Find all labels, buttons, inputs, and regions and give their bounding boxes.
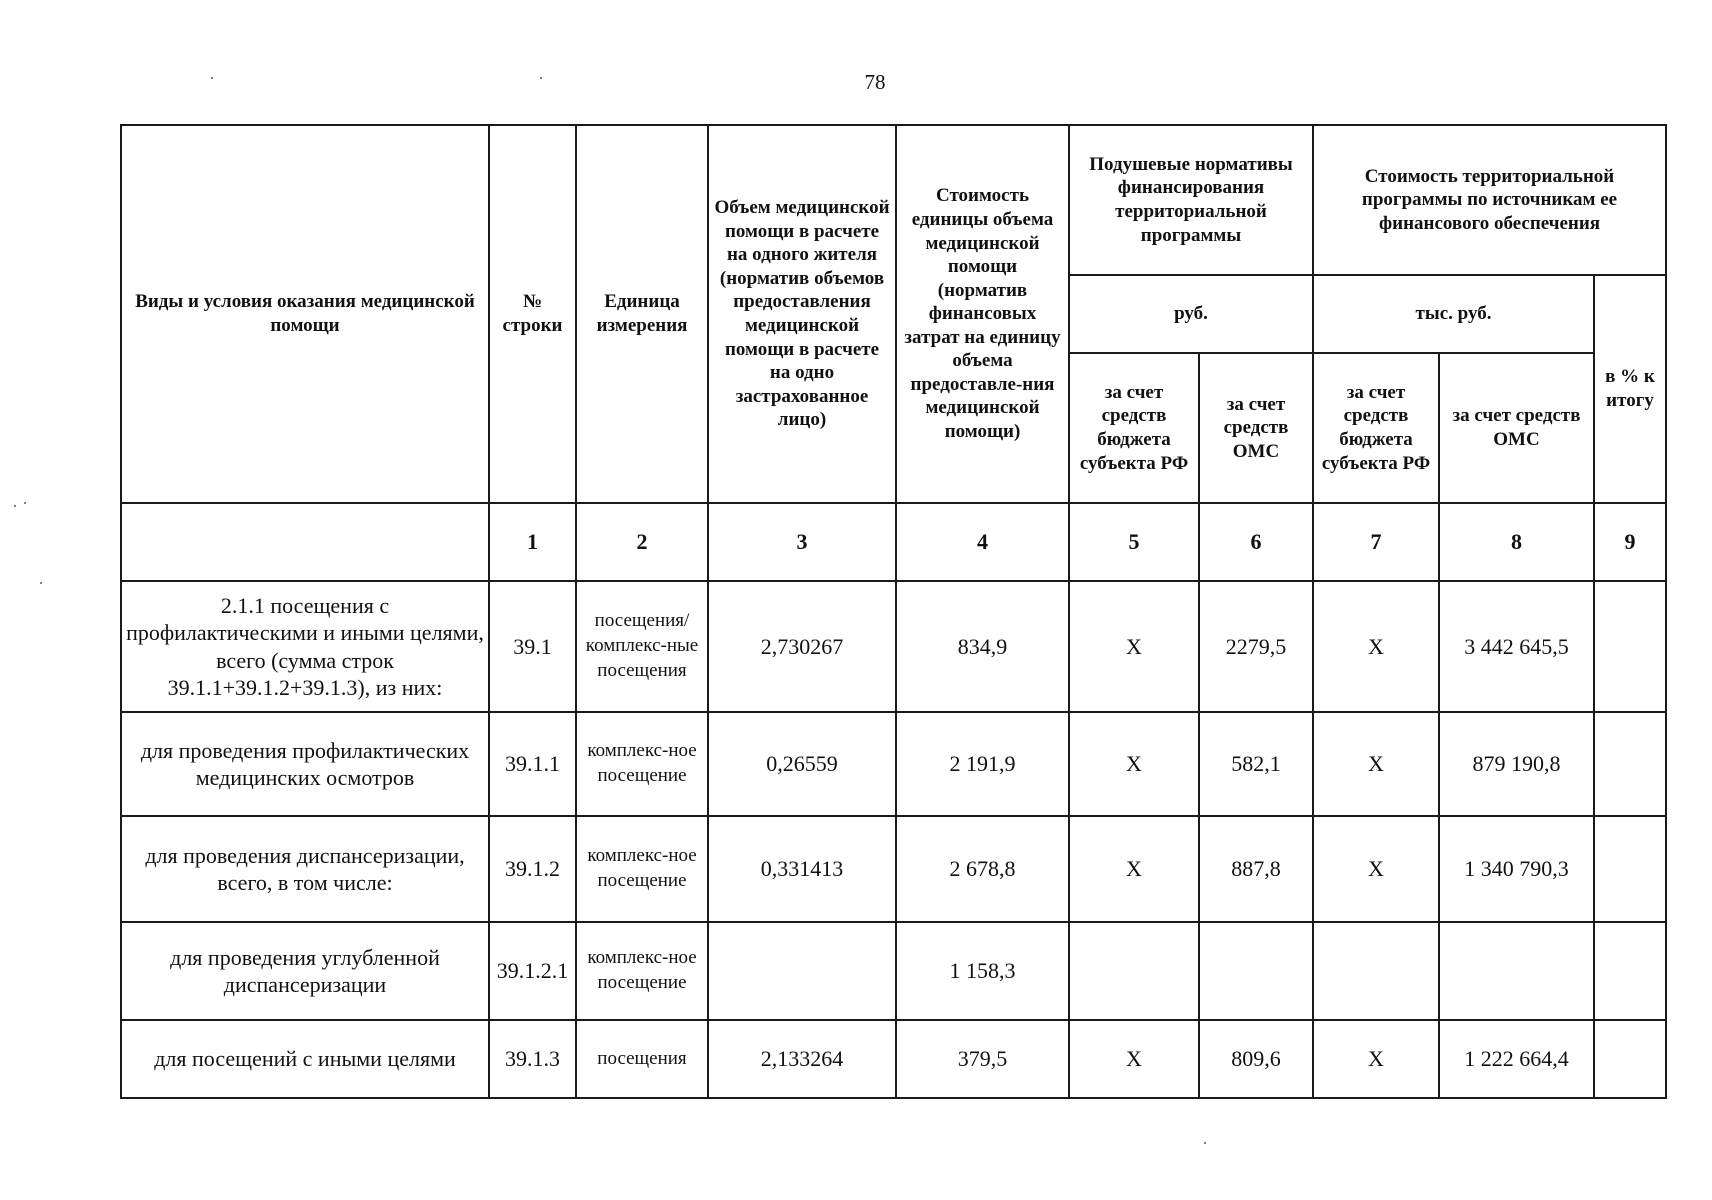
header-oms-thousand: за счет средств ОМС [1439, 353, 1594, 503]
cell-row-number: 39.1 [489, 581, 576, 712]
cell-name: для проведения углубленной диспансеризации [121, 922, 489, 1020]
header-unit: Единица измерения [576, 125, 708, 503]
column-number: 9 [1594, 503, 1666, 581]
cell-budget-thousand: X [1313, 712, 1439, 816]
column-number: 7 [1313, 503, 1439, 581]
scan-speck [1204, 1142, 1206, 1144]
cell-oms-rub: 2279,5 [1199, 581, 1313, 712]
header-budget-rub: за счет средств бюджета субъекта РФ [1069, 353, 1199, 503]
column-number: 2 [576, 503, 708, 581]
column-number-row [121, 503, 1666, 581]
cell-name: для посещений с иными целями [121, 1020, 489, 1098]
financing-table-container [120, 124, 1665, 1099]
column-number: 8 [1439, 503, 1594, 581]
cell-budget-thousand: X [1313, 816, 1439, 922]
header-thousand-rub: тыс. руб. [1313, 275, 1594, 353]
cell-percent [1594, 712, 1666, 816]
cell-percent [1594, 1020, 1666, 1098]
header-row-1 [121, 125, 1666, 275]
scan-speck [540, 77, 542, 79]
cell-budget-rub: X [1069, 1020, 1199, 1098]
header-unit-cost: Стоимость единицы объема медицинской помощи (норматив финансовых затрат на единицу объема предоставле-ния медицинской помощи) [896, 125, 1069, 503]
cell-budget-thousand [1313, 922, 1439, 1020]
cell-unit-cost: 2 678,8 [896, 816, 1069, 922]
cell-oms-rub [1199, 922, 1313, 1020]
cell-unit: посещения/ комплекс-ные посещения [576, 581, 708, 712]
header-oms-rub: за счет средств ОМС [1199, 353, 1313, 503]
header-types: Виды и условия оказания медицинской помощи [121, 125, 489, 503]
cell-percent [1594, 816, 1666, 922]
cell-budget-thousand: X [1313, 581, 1439, 712]
cell-unit: посещения [576, 1020, 708, 1098]
cell-percent [1594, 922, 1666, 1020]
column-number: 1 [489, 503, 576, 581]
cell-budget-rub: X [1069, 712, 1199, 816]
column-number: 3 [708, 503, 896, 581]
cell-oms-thousand [1439, 922, 1594, 1020]
page-number: 78 [864, 70, 886, 94]
table-row [121, 816, 1666, 922]
cell-unit: комплекс-ное посещение [576, 712, 708, 816]
column-number: 5 [1069, 503, 1199, 581]
cell-name: для проведения диспансеризации, всего, в том числе: [121, 816, 489, 922]
header-per-capita: Подушевые нормативы финансирования территориальной программы [1069, 125, 1313, 275]
cell-unit: комплекс-ное посещение [576, 922, 708, 1020]
table-row [121, 712, 1666, 816]
cell-unit-cost: 834,9 [896, 581, 1069, 712]
header-percent: в % к итогу [1594, 275, 1666, 503]
column-number: 6 [1199, 503, 1313, 581]
cell-row-number: 39.1.2.1 [489, 922, 576, 1020]
cell-budget-rub: X [1069, 581, 1199, 712]
cell-volume [708, 922, 896, 1020]
column-number-blank [121, 503, 489, 581]
cell-budget-rub: X [1069, 816, 1199, 922]
scan-speck [14, 505, 16, 507]
header-program-cost: Стоимость территориальной программы по источникам ее финансового обеспечения [1313, 125, 1666, 275]
cell-name: для проведения профилактических медицинских осмотров [121, 712, 489, 816]
cell-row-number: 39.1.3 [489, 1020, 576, 1098]
header-volume: Объем медицинской помощи в расчете на одного жителя (норматив объемов предоставления медицинской помощи в расчете на одно застрахованное лицо) [708, 125, 896, 503]
cell-oms-thousand: 1 340 790,3 [1439, 816, 1594, 922]
cell-volume: 2,730267 [708, 581, 896, 712]
cell-oms-rub: 582,1 [1199, 712, 1313, 816]
cell-name: 2.1.1 посещения с профилактическими и иными целями, всего (сумма строк 39.1.1+39.1.2+39.1.3), из них: [121, 581, 489, 712]
financing-table [120, 124, 1667, 1099]
cell-volume: 0,26559 [708, 712, 896, 816]
cell-unit-cost: 1 158,3 [896, 922, 1069, 1020]
cell-volume: 0,331413 [708, 816, 896, 922]
scan-speck [40, 582, 42, 584]
header-budget-thousand: за счет средств бюджета субъекта РФ [1313, 353, 1439, 503]
cell-volume: 2,133264 [708, 1020, 896, 1098]
cell-oms-thousand: 879 190,8 [1439, 712, 1594, 816]
column-number: 4 [896, 503, 1069, 581]
cell-budget-rub [1069, 922, 1199, 1020]
scan-speck [24, 502, 26, 504]
table-row [121, 1020, 1666, 1098]
cell-unit-cost: 379,5 [896, 1020, 1069, 1098]
header-rub: руб. [1069, 275, 1313, 353]
cell-unit: комплекс-ное посещение [576, 816, 708, 922]
cell-row-number: 39.1.1 [489, 712, 576, 816]
cell-oms-rub: 809,6 [1199, 1020, 1313, 1098]
scan-speck [211, 77, 213, 79]
cell-unit-cost: 2 191,9 [896, 712, 1069, 816]
cell-oms-thousand: 3 442 645,5 [1439, 581, 1594, 712]
cell-budget-thousand: X [1313, 1020, 1439, 1098]
header-row-number: № строки [489, 125, 576, 503]
cell-percent [1594, 581, 1666, 712]
cell-oms-rub: 887,8 [1199, 816, 1313, 922]
table-row [121, 922, 1666, 1020]
cell-row-number: 39.1.2 [489, 816, 576, 922]
cell-oms-thousand: 1 222 664,4 [1439, 1020, 1594, 1098]
table-row [121, 581, 1666, 712]
